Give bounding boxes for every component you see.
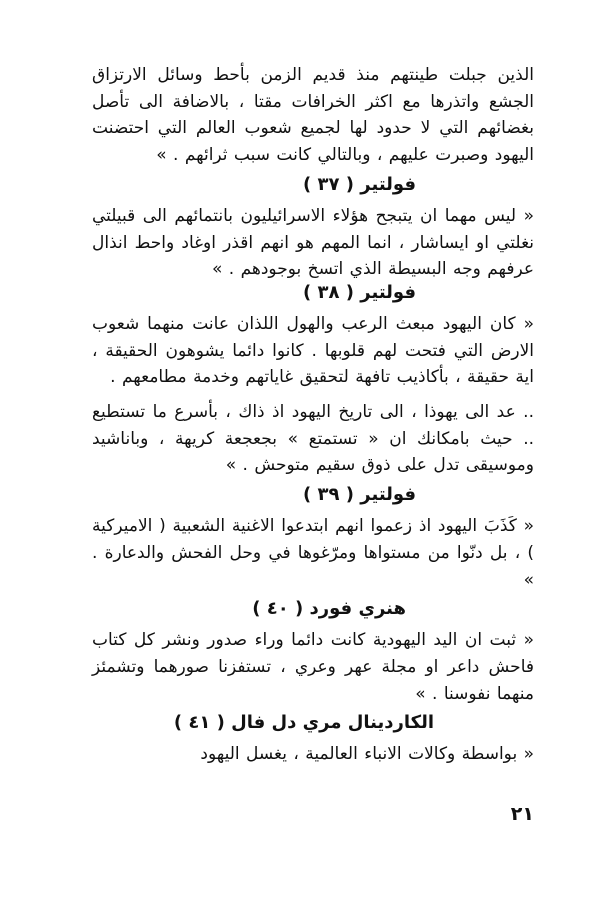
quote-heading: فولتير ( ٣٨ ) bbox=[303, 281, 416, 303]
paragraph: « ليس مهما ان يتبجح هؤلاء الاسرائيليون بانتمائهم الى قبيلتي نغلتي او ايساشار ، انما المهم هو انهم اقذر اوغاد واحط انذال عرفهم وجه البسيطة الذي اتسخ بوجودهم . » bbox=[92, 205, 534, 280]
book-page bbox=[92, 62, 534, 768]
quote-heading: الكاردينال مري دل فال ( ٤١ ) bbox=[173, 712, 434, 734]
page-number: ٢١ bbox=[510, 803, 534, 825]
paragraph-gap bbox=[92, 391, 534, 399]
quote-heading: فولتير ( ٣٩ ) bbox=[303, 484, 416, 506]
paragraph: « بواسطة وكالات الانباء العالمية ، يغسل اليهود bbox=[200, 744, 534, 765]
paragraph: « كان اليهود مبعث الرعب والهول اللذان عانت منهما شعوب الارض التي فتحت لهم قلوبها . كانوا دائما يشوهون الحقيقة ، اية حقيقة ، بأكاذيب تافهة لتحقيق غاياتهم وخدمة مطامعهم . bbox=[92, 313, 534, 388]
paragraph: .. عد الى يهوذا ، الى تاريخ اليهود اذ ذاك ، بأسرع ما تستطيع .. حيث بامكانك ان « تستمتع » بجعجعة كريهة ، وباناشيد وموسيقى تدل على ذوق سقيم متوحش . » bbox=[92, 402, 534, 476]
paragraph: « كَذَبَ اليهود اذ زعموا انهم ابتدعوا الاغنية الشعبية ( الاميركية ) ، بل دنّوا من مستواها ومرّغوها في وحل الفحش والدعارة . » bbox=[92, 516, 534, 590]
quote-heading: هنري فورد ( ٤٠ ) bbox=[252, 598, 406, 620]
paragraph: « ثبت ان اليد اليهودية كانت دائما وراء صدور ونشر كل كتاب فاحش داعر او مجلة عهر وعري ، تستفزنا صورهما وتشمئز منهما نفوسنا . » bbox=[92, 630, 534, 704]
quote-heading: فولتير ( ٣٧ ) bbox=[303, 173, 416, 195]
paragraph: الذين جبلت طينتهم منذ قديم الزمن بأحط وسائل الارتزاق الجشع واتذرها مع اكثر الخرافات مقتا ، بالاضافة الى تأصل بغضائهم التي لا حدود لها لجميع شعوب العالم التي احتضنت اليهود وصبرت عليهم ، وبالتالي كانت سبب ثرائهم . » bbox=[92, 65, 534, 166]
